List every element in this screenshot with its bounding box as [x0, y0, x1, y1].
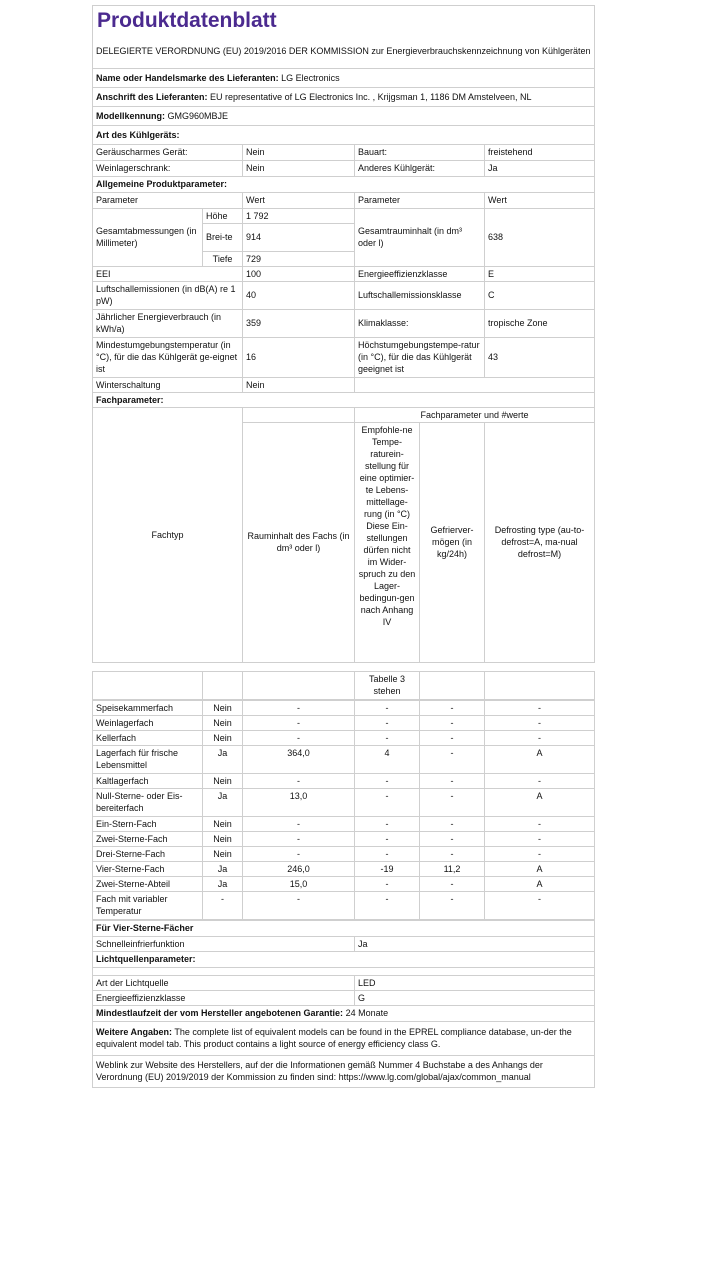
supplier-address-value: EU representative of LG Electronics Inc. , Krijgsman 1, 1186 DM Amstelveen, NL — [210, 91, 532, 102]
eei-value: 100 — [243, 266, 355, 281]
other-appliance-label: Anderes Kühlgerät: — [355, 160, 485, 176]
value-col-header: Wert — [243, 192, 355, 208]
low-noise-label: Geräuscharmes Gerät: — [93, 144, 243, 160]
compartment-params-heading: Fachparameter: — [93, 392, 595, 407]
winter-setting-label: Winterschaltung — [93, 377, 243, 392]
data-sheet-table — [92, 5, 595, 700]
supplier-name-row — [93, 68, 595, 87]
compartment-temp: -19 — [355, 861, 420, 876]
light-source-heading: Lichtquellenparameter: — [93, 951, 595, 967]
regulation-text: DELEGIERTE VERORDNUNG (EU) 2019/2016 DER KOMMISSION zur Energieverbrauchskennzeichnung von Kühlgeräten — [93, 34, 595, 68]
compartment-freeze: 11,2 — [420, 861, 485, 876]
compartment-freeze: - — [420, 891, 485, 919]
compartment-volume: 364,0 — [243, 745, 355, 773]
supplier-address-label: Anschrift des Lieferanten: — [96, 91, 208, 102]
compartment-name: Zwei-Sterne-Abteil — [93, 876, 203, 891]
compartment-name: Kaltlagerfach — [93, 773, 203, 788]
compartment-name: Lagerfach für frische Lebensmittel — [93, 745, 203, 773]
compartment-type-header: Fachtyp — [93, 407, 243, 662]
compartment-volume: - — [243, 891, 355, 919]
compartment-temp: - — [355, 816, 420, 831]
compartment-defrost: - — [485, 773, 595, 788]
compartment-volume: - — [243, 773, 355, 788]
param-col-header: Parameter — [93, 192, 243, 208]
compartment-present: Nein — [203, 846, 243, 861]
manufacturer-weblink: Weblink zur Website des Herstellers, auf der die Informationen gemäß Nummer 4 Buchstabe a des Anhangs der Verordnung (EU) 2019/2019 der Kommission zu finden sind: https://www.lg.com/global/ajax/common_manual — [93, 1055, 595, 1087]
compartment-row — [93, 730, 595, 745]
supplier-address-row — [93, 87, 595, 106]
compartment-name: Vier-Sterne-Fach — [93, 861, 203, 876]
other-appliance-value: Ja — [485, 160, 595, 176]
compartment-present: Nein — [203, 730, 243, 745]
energy-class-label: Energieeffizienzklasse — [355, 266, 485, 281]
compartment-volume: 246,0 — [243, 861, 355, 876]
compartment-group-header: Fachparameter und #werte — [355, 407, 595, 422]
total-volume-label: Gesamtrauminhalt (in dm³ oder l) — [355, 208, 485, 266]
compartment-row — [93, 876, 595, 891]
compartment-present: Nein — [203, 816, 243, 831]
compartment-present: Nein — [203, 831, 243, 846]
compartment-volume: - — [243, 846, 355, 861]
warranty-value: 24 Monate — [345, 1008, 389, 1018]
max-temp-label: Höchstumgebungstempe-ratur (in °C), für die das Kühlgerät geeignet ist — [355, 337, 485, 377]
compartment-volume: 15,0 — [243, 876, 355, 891]
winter-setting-value: Nein — [243, 377, 355, 392]
compartment-name: Kellerfach — [93, 730, 203, 745]
compartment-volume: - — [243, 816, 355, 831]
compartment-defrost: - — [485, 831, 595, 846]
warranty-label: Mindestlaufzeit der vom Hersteller angebotenen Garantie: — [96, 1008, 344, 1018]
compartment-freeze: - — [420, 730, 485, 745]
product-data-sheet — [92, 5, 594, 1088]
compartment-row — [93, 715, 595, 730]
height-label: Höhe — [203, 208, 243, 223]
supplier-name-label: Name oder Handelsmarke des Lieferanten: — [96, 72, 279, 83]
four-star-heading: Für Vier-Sterne-Fächer — [93, 920, 595, 936]
quick-freeze-label: Schnelleinfrierfunktion — [93, 936, 355, 951]
page-title: Produktdatenblatt — [93, 6, 595, 35]
compartment-present: Nein — [203, 715, 243, 730]
compartment-table — [92, 700, 595, 920]
depth-label: Tiefe — [203, 251, 243, 266]
recommended-temp-header-cont: Tabelle 3 stehen — [355, 671, 420, 699]
eei-label: EEI — [93, 266, 243, 281]
further-info-row — [93, 1021, 595, 1055]
compartment-defrost: - — [485, 891, 595, 919]
compartment-temp: - — [355, 831, 420, 846]
design-value: freistehend — [485, 144, 595, 160]
compartment-row — [93, 773, 595, 788]
compartment-row — [93, 700, 595, 715]
compartment-name: Fach mit variabler Temperatur — [93, 891, 203, 919]
compartment-defrost: - — [485, 715, 595, 730]
compartment-temp: - — [355, 876, 420, 891]
footer-table — [92, 920, 595, 1088]
design-label: Bauart: — [355, 144, 485, 160]
general-params-heading: Allgemeine Produktparameter: — [93, 176, 595, 192]
compartment-defrost: A — [485, 861, 595, 876]
compartment-row — [93, 788, 595, 816]
compartment-present: Ja — [203, 876, 243, 891]
light-class-value: G — [355, 990, 595, 1005]
compartment-freeze: - — [420, 715, 485, 730]
supplier-name-value: LG Electronics — [281, 72, 340, 83]
value-col-header-2: Wert — [485, 192, 595, 208]
model-label: Modellkennung: — [96, 110, 165, 121]
param-col-header-2: Parameter — [355, 192, 485, 208]
further-info-text: The complete list of equivalent models can be found in the EPREL compliance database, un-der the equivalent model tab. This product contains a light source of energy efficiency class G. — [96, 1027, 572, 1049]
compartment-temp: 4 — [355, 745, 420, 773]
compartment-defrost: - — [485, 700, 595, 715]
compartment-freeze: - — [420, 816, 485, 831]
compartment-present: Ja — [203, 788, 243, 816]
compartment-freeze: - — [420, 773, 485, 788]
warranty-row — [93, 1005, 595, 1021]
compartment-defrost: - — [485, 846, 595, 861]
light-class-label: Energieeffizienzklasse — [93, 990, 355, 1005]
annual-energy-value: 359 — [243, 309, 355, 337]
compartment-temp: - — [355, 788, 420, 816]
compartment-volume: - — [243, 730, 355, 745]
compartment-temp: - — [355, 715, 420, 730]
height-value: 1 792 — [243, 208, 355, 223]
compartment-present: Ja — [203, 861, 243, 876]
compartment-present: - — [203, 891, 243, 919]
climate-class-value: tropische Zone — [485, 309, 595, 337]
compartment-name: Drei-Sterne-Fach — [93, 846, 203, 861]
compartment-volume: - — [243, 831, 355, 846]
compartment-name: Weinlagerfach — [93, 715, 203, 730]
width-value: 914 — [243, 223, 355, 251]
compartment-temp: - — [355, 730, 420, 745]
compartment-name: Zwei-Sterne-Fach — [93, 831, 203, 846]
compartment-row — [93, 891, 595, 919]
compartment-name: Null-Sterne- oder Eis-bereiterfach — [93, 788, 203, 816]
compartment-freeze: - — [420, 846, 485, 861]
low-noise-value: Nein — [243, 144, 355, 160]
recommended-temp-header: Empfohle-ne Tempe-raturein-stellung für eine optimier-te Lebens-mittellage-rung (in °C) Diese Ein-stellungen dürfen nicht im Wider-spruch zu den Lager-bedingun-gen nach Anhang IV — [355, 422, 420, 662]
wine-cabinet-label: Weinlagerschrank: — [93, 160, 243, 176]
climate-class-label: Klimaklasse: — [355, 309, 485, 337]
total-volume-value: 638 — [485, 208, 595, 266]
compartment-row — [93, 846, 595, 861]
freezing-capacity-header: Gefrierver-mögen (in kg/24h) — [420, 422, 485, 662]
compartment-temp: - — [355, 846, 420, 861]
compartment-volume-header: Rauminhalt des Fachs (in dm³ oder l) — [243, 422, 355, 662]
compartment-defrost: A — [485, 788, 595, 816]
model-value: GMG960MBJE — [167, 110, 229, 121]
further-info-label: Weitere Angaben: — [96, 1027, 173, 1037]
compartment-present: Nein — [203, 773, 243, 788]
compartment-defrost: - — [485, 730, 595, 745]
min-temp-value: 16 — [243, 337, 355, 377]
noise-emission-value: 40 — [243, 281, 355, 309]
compartment-defrost: A — [485, 745, 595, 773]
compartment-freeze: - — [420, 745, 485, 773]
wine-cabinet-value: Nein — [243, 160, 355, 176]
light-type-label: Art der Lichtquelle — [93, 975, 355, 990]
annual-energy-label: Jährlicher Energieverbrauch (in kWh/a) — [93, 309, 243, 337]
noise-emission-label: Luftschallemissionen (in dB(A) re 1 pW) — [93, 281, 243, 309]
noise-class-label: Luftschallemissionsklasse — [355, 281, 485, 309]
defrosting-type-header: Defrosting type (au-to-defrost=A, ma-nual defrost=M) — [485, 422, 595, 662]
compartment-volume: 13,0 — [243, 788, 355, 816]
appliance-type-heading: Art des Kühlgeräts: — [93, 125, 595, 144]
width-label: Brei-te — [203, 223, 243, 251]
compartment-volume: - — [243, 715, 355, 730]
compartment-temp: - — [355, 773, 420, 788]
compartment-temp: - — [355, 891, 420, 919]
depth-value: 729 — [243, 251, 355, 266]
dimensions-label: Gesamtabmessungen (in Millimeter) — [93, 208, 203, 266]
quick-freeze-value: Ja — [355, 936, 595, 951]
compartment-defrost: A — [485, 876, 595, 891]
compartment-freeze: - — [420, 700, 485, 715]
model-row — [93, 106, 595, 125]
compartment-freeze: - — [420, 788, 485, 816]
compartment-name: Speisekammerfach — [93, 700, 203, 715]
compartment-present: Nein — [203, 700, 243, 715]
compartment-row — [93, 831, 595, 846]
compartment-freeze: - — [420, 831, 485, 846]
compartment-defrost: - — [485, 816, 595, 831]
energy-class-value: E — [485, 266, 595, 281]
compartment-present: Ja — [203, 745, 243, 773]
max-temp-value: 43 — [485, 337, 595, 377]
compartment-row — [93, 861, 595, 876]
light-type-value: LED — [355, 975, 595, 990]
noise-class-value: C — [485, 281, 595, 309]
compartment-row — [93, 745, 595, 773]
compartment-row — [93, 816, 595, 831]
compartment-freeze: - — [420, 876, 485, 891]
compartment-volume: - — [243, 700, 355, 715]
min-temp-label: Mindestumgebungstemperatur (in °C), für die das Kühlgerät ge-eignet ist — [93, 337, 243, 377]
compartment-temp: - — [355, 700, 420, 715]
compartment-name: Ein-Stern-Fach — [93, 816, 203, 831]
